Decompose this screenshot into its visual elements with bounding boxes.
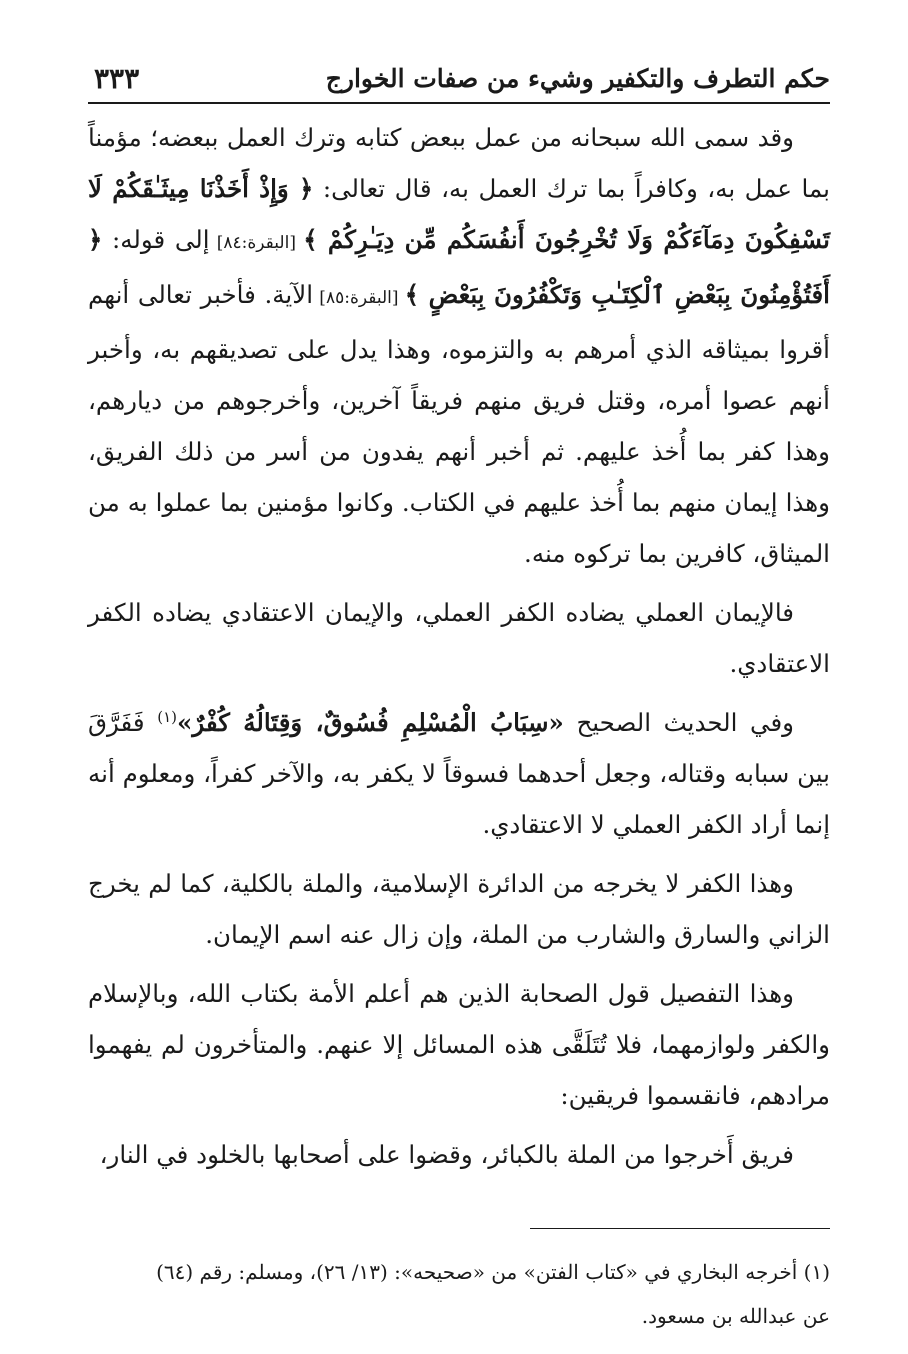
paragraph-6: فريق أَخرجوا من الملة بالكبائر، وقضوا على أصحابها بالخلود في النار، xyxy=(99,1140,794,1169)
paragraph-5: وهذا التفصيل قول الصحابة الذين هم أعلم الأمة بكتاب الله، وبالإسلام والكفر ولوازمهما، فلا تُتَلَقَّى هذه المسائل إلا عنهم. والمتأخرون لم يفهموا مرادهم، فانقسموا فريقين: xyxy=(88,979,830,1110)
footnote-marker[interactable]: (١) xyxy=(157,707,178,726)
hadith-quote: «سِبَابُ الْمُسْلِمِ فُسُوقٌ، وَقِتَالُهُ كُفْرٌ» xyxy=(177,708,564,737)
running-title: حكم التطرف والتكفير وشيء من صفات الخوارج xyxy=(325,64,830,93)
footnotes xyxy=(88,1250,830,1338)
paragraph-4: وهذا الكفر لا يخرجه من الدائرة الإسلامية، والملة بالكلية، كما لم يخرج الزاني والسارق والشارب من الملة، وإن زال عنه اسم الإيمان. xyxy=(88,869,830,949)
paragraph-1 xyxy=(88,112,830,579)
footnote-line-1: (١) أخرجه البخاري في «كتاب الفتن» من «صحيحه»: (١٣/ ٢٦)، ومسلم: رقم (٦٤) xyxy=(156,1260,830,1284)
paragraph-2: فالإيمان العملي يضاده الكفر العملي، والإيمان الاعتقادي يضاده الكفر الاعتقادي. xyxy=(88,598,830,678)
footnote-divider xyxy=(530,1228,830,1229)
footnote-line-2: عن عبدالله بن مسعود. xyxy=(641,1304,830,1328)
quran-verse-1: ﴿ وَإِذْ أَخَذْنَا مِيثَـٰقَكُمْ لَا تَسْفِكُونَ دِمَآءَكُمْ وَلَا تُخْرِجُونَ أَنفُسَكُم مِّن دِيَـٰرِكُمْ ﴾ xyxy=(88,174,830,254)
verse-reference-1: [البقرة:٨٤] xyxy=(209,233,304,253)
p3-text-a: وفي الحديث الصحيح xyxy=(563,708,794,737)
p1-text-a: وقد سمى الله سبحانه من عمل ببعض كتابه وترك العمل ببعضه؛ مؤمناً بما عمل به، وكافراً بما ترك العمل به، قال تعالى: xyxy=(88,123,830,203)
main-text xyxy=(88,112,830,1188)
verse-reference-2: [البقرة:٨٥] xyxy=(313,288,405,308)
p3-text-b: فَفَرَّقَ بين سبابه وقتاله، وجعل أحدهما فسوقاً لا يكفر به، والآخر كفراً، ومعلوم أنه إنما أراد الكفر العملي لا الاعتقادي. xyxy=(88,708,830,839)
page-number: ٣٣٣ xyxy=(94,62,140,95)
quran-verse-2: ﴿ أَفَتُؤْمِنُونَ بِبَعْضِ ٱلْكِتَـٰبِ وَتَكْفُرُونَ بِبَعْضٍ ﴾ xyxy=(88,225,830,309)
paragraph-3 xyxy=(88,697,830,850)
p1-text-c: الآية. فأخبر تعالى أنهم أقروا بميثاقه الذي أمرهم به والتزموه، وهذا يدل على تصديقهم به، وأخبر أنهم عصوا أمره، وقتل فريق منهم فريقاً آخرين، وأخرجوهم من ديارهم، وهذا كفر بما أُخذ عليهم. ثم أخبر أنهم يفدون من أسر من ذلك الفريق، وهذا إيمان منهم بما أُخذ عليهم في الكتاب. وكانوا مؤمنين بما عملوا به من الميثاق، كافرين بما تركوه منه. xyxy=(88,280,830,568)
p1-text-b: إلى قوله: xyxy=(102,225,210,254)
page-header xyxy=(88,62,830,104)
